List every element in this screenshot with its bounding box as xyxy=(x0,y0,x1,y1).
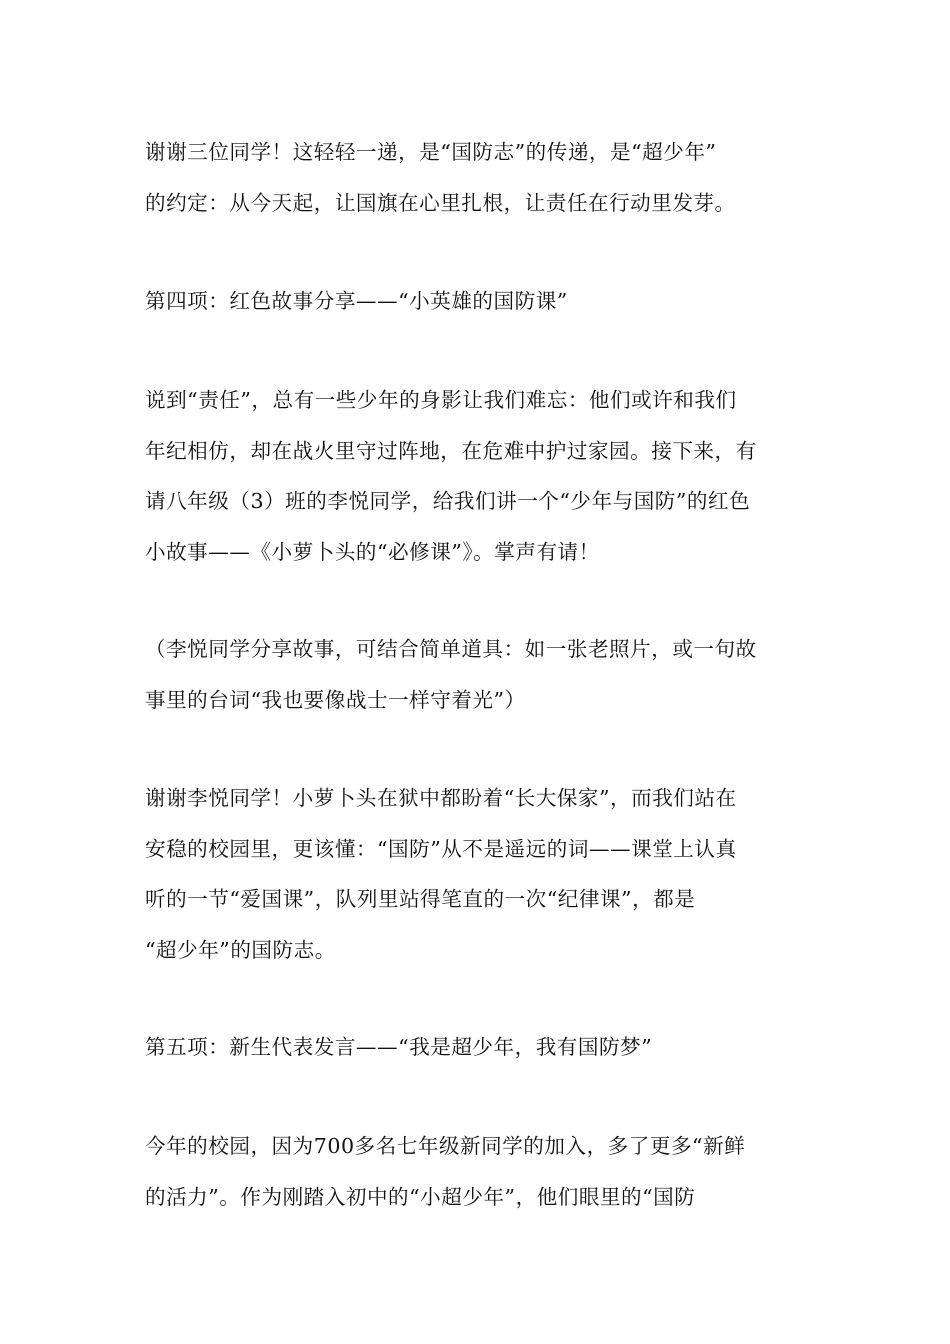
heading-line: 第五项：新生代表发言——“我是超少年，我有国防梦” xyxy=(145,1035,653,1059)
text-line: 请八年级（3）班的李悦同学，给我们讲一个“少年与国防”的红色 xyxy=(145,489,751,513)
section-heading-item-four xyxy=(145,276,810,327)
paragraph-thanks-liyue xyxy=(145,773,810,975)
section-heading-item-five xyxy=(145,1022,810,1073)
text-line: 安稳的校园里，更该懂：“国防”从不是遥远的词——课堂上认真 xyxy=(145,836,737,861)
text-line: 事里的台词“我也要像战士一样守着光”） xyxy=(145,687,526,712)
paragraph-story-note xyxy=(145,624,810,725)
heading-line: 第四项：红色故事分享——“小英雄的国防课” xyxy=(145,289,568,313)
text-line: 听的一节“爱国课”，队列里站得笔直的一次“纪律课”，都是 xyxy=(145,887,696,911)
text-line: 小故事——《小萝卜头的“必修课”》。掌声有请！ xyxy=(145,539,600,564)
text-line: 今年的校园，因为700多名七年级新同学的加入，多了更多“新鲜 xyxy=(145,1134,746,1158)
text-line: “超少年”的国防志。 xyxy=(145,937,336,962)
text-line: 年纪相仿，却在战火里守过阵地，在危难中护过家园。接下来，有 xyxy=(145,438,757,463)
text-line: 谢谢三位同学！这轻轻一递，是“国防志”的传递，是“超少年” xyxy=(145,140,717,164)
text-line: 的约定：从今天起，让国旗在心里扎根，让责任在行动里发芽。 xyxy=(145,190,736,215)
paragraph-responsibility-intro xyxy=(145,375,810,577)
text-line: （李悦同学分享故事，可结合简单道具：如一张老照片，或一句故 xyxy=(145,637,757,661)
paragraph-new-students xyxy=(145,1121,810,1222)
text-line: 谢谢李悦同学！小萝卜头在狱中都盼着“长大保家”，而我们站在 xyxy=(145,786,737,810)
paragraph-thanks-three xyxy=(145,127,810,228)
text-line: 说到“责任”，总有一些少年的身影让我们难忘：他们或许和我们 xyxy=(145,388,737,412)
text-line: 的活力”。作为刚踏入初中的“小超少年”，他们眼里的“国防 xyxy=(145,1184,696,1209)
